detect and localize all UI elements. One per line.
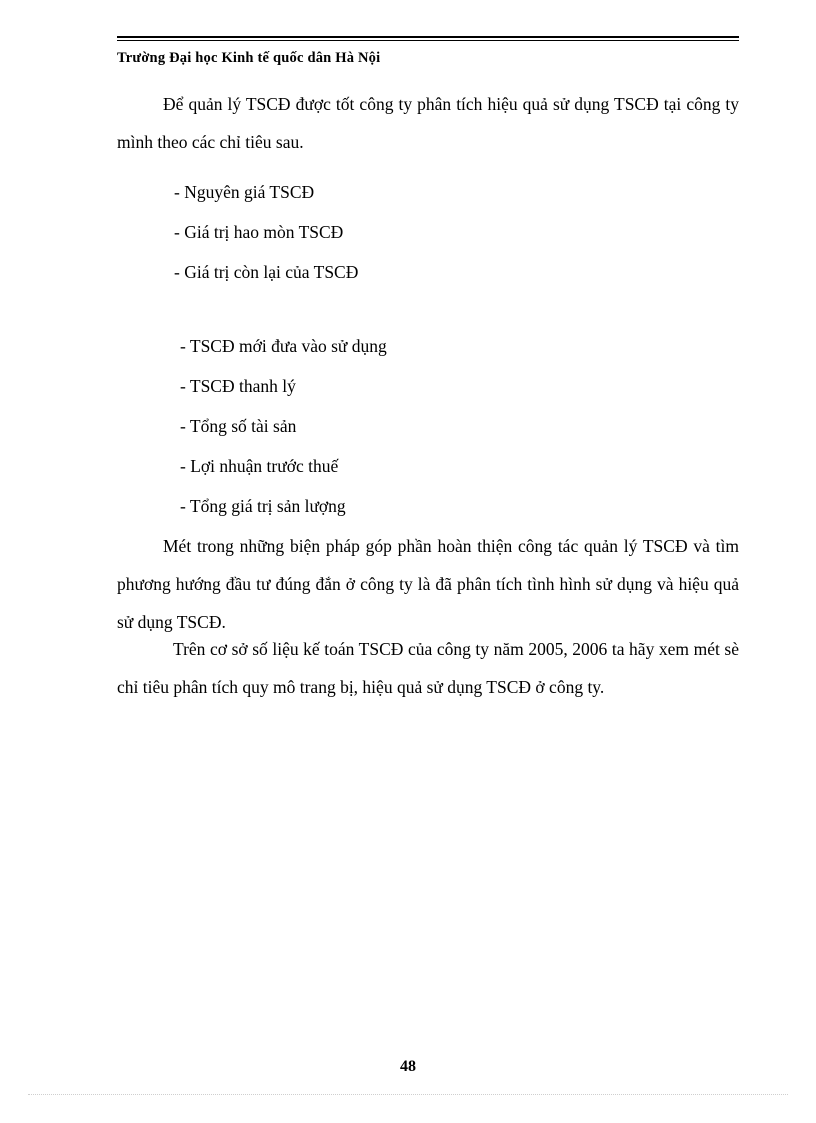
header-rule-thin: [117, 40, 739, 41]
body-paragraph: Trên cơ sở số liệu kế toán TSCĐ của công ty năm 2005, 2006 ta hãy xem mét sè chỉ tiêu phân tích quy mô trang bị, hiệu quả sử dụng TSCĐ ở công ty.: [117, 639, 739, 697]
list-item: - Tổng giá trị sản lượng: [180, 496, 346, 516]
list-item: - Giá trị còn lại của TSCĐ: [174, 262, 359, 282]
list-item: - TSCĐ thanh lý: [180, 376, 296, 396]
list-item: - TSCĐ mới đưa vào sử dụng: [180, 336, 387, 356]
list-item: - Giá trị hao mòn TSCĐ: [174, 222, 344, 242]
list-item: - Nguyên giá TSCĐ: [174, 182, 315, 202]
running-header: Trường Đại học Kinh tế quốc dân Hà Nội: [117, 50, 381, 66]
list-item: - Lợi nhuận trước thuế: [180, 456, 339, 476]
intro-paragraph: Để quản lý TSCĐ được tốt công ty phân tích hiệu quả sử dụng TSCĐ tại công ty mình theo các chỉ tiêu sau.: [117, 94, 739, 152]
page-number: 48: [400, 1058, 416, 1075]
indicator-list-2: [180, 334, 387, 534]
body-paragraph: Mét trong những biện pháp góp phần hoàn thiện công tác quản lý TSCĐ và tìm phương hướng đầu tư đúng đắn ở công ty là đã phân tích tình hình sử dụng và hiệu quả sử dụng TSCĐ.: [117, 536, 739, 632]
footer-divider: [28, 1094, 788, 1095]
list-item: - Tổng số tài sản: [180, 416, 297, 436]
header-rule-thick: [117, 36, 739, 38]
indicator-list-1: [174, 180, 358, 300]
